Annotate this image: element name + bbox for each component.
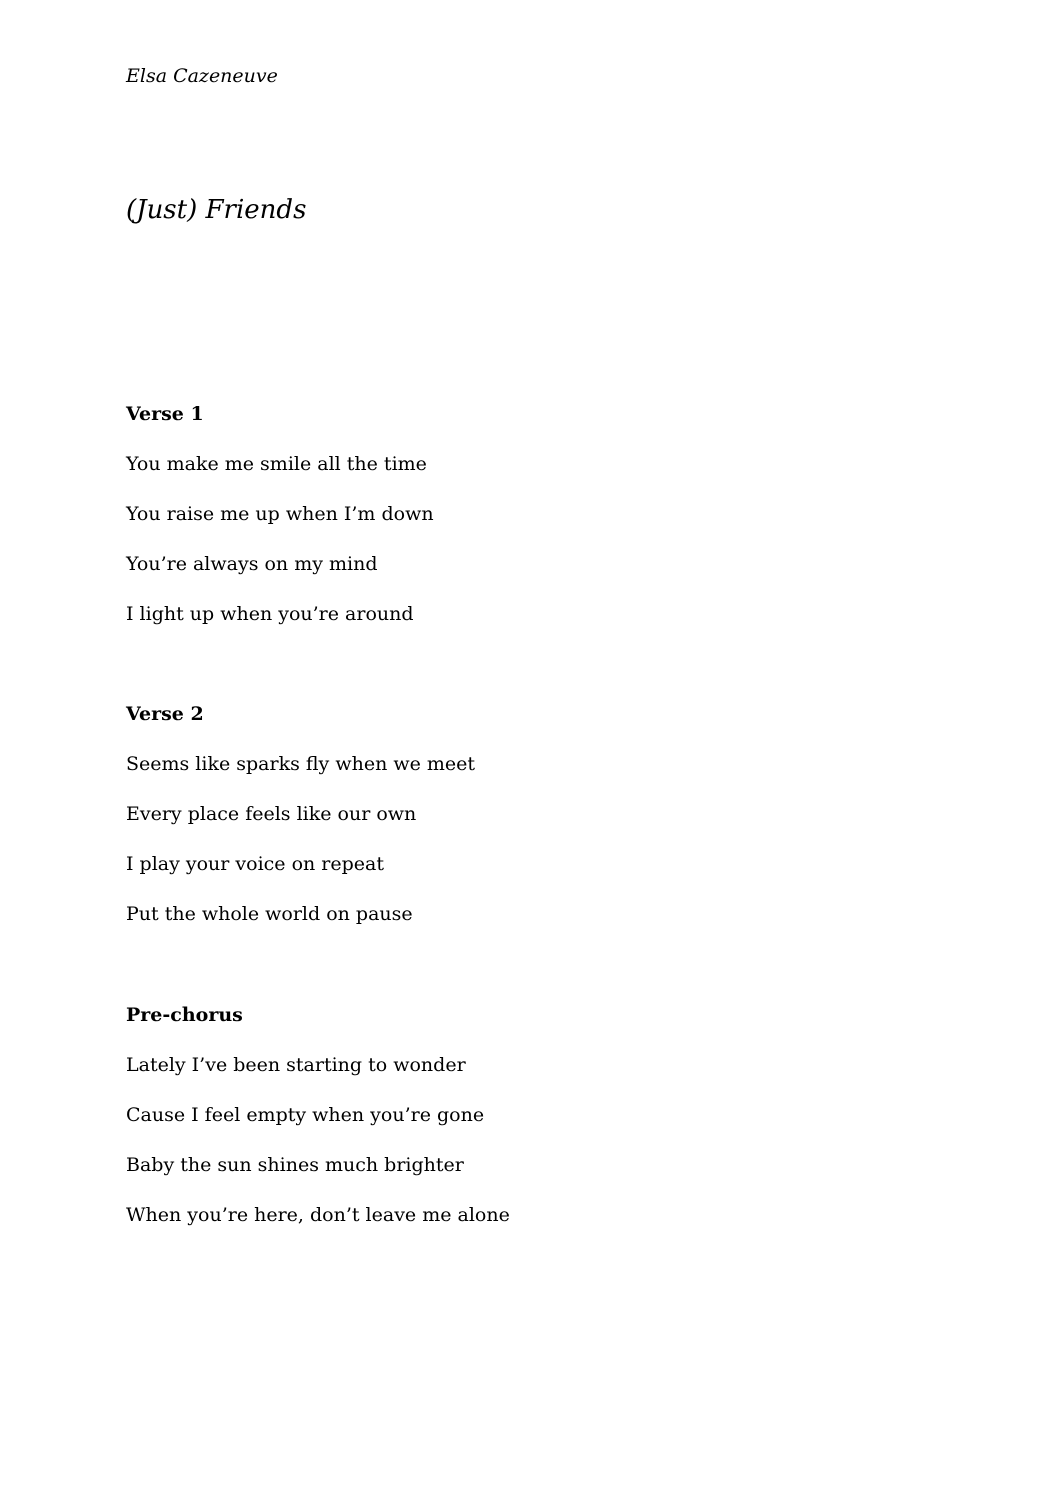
lyric-line: Put the whole world on pause bbox=[126, 903, 413, 925]
lyric-line: Cause I feel empty when you’re gone bbox=[126, 1104, 485, 1126]
section-verse-2 bbox=[126, 701, 475, 951]
section-pre-chorus bbox=[126, 1002, 510, 1252]
lyric-line: I play your voice on repeat bbox=[126, 853, 385, 875]
lyric-line: Every place feels like our own bbox=[126, 803, 417, 825]
lyric-line: You make me smile all the time bbox=[126, 453, 427, 475]
song-title: (Just) Friends bbox=[126, 195, 307, 225]
section-heading: Pre-chorus bbox=[126, 1004, 243, 1026]
author-name: Elsa Cazeneuve bbox=[126, 65, 278, 87]
section-verse-1 bbox=[126, 401, 434, 651]
lyric-line: Baby the sun shines much brighter bbox=[126, 1154, 464, 1176]
lyric-line: Lately I’ve been starting to wonder bbox=[126, 1054, 466, 1076]
lyric-line: I light up when you’re around bbox=[126, 603, 414, 625]
lyric-line: Seems like sparks fly when we meet bbox=[126, 753, 476, 775]
section-heading: Verse 1 bbox=[126, 403, 204, 425]
section-heading: Verse 2 bbox=[126, 703, 204, 725]
lyric-line: When you’re here, don’t leave me alone bbox=[126, 1204, 510, 1226]
lyric-line: You’re always on my mind bbox=[126, 553, 378, 575]
lyric-line: You raise me up when I’m down bbox=[126, 503, 434, 525]
